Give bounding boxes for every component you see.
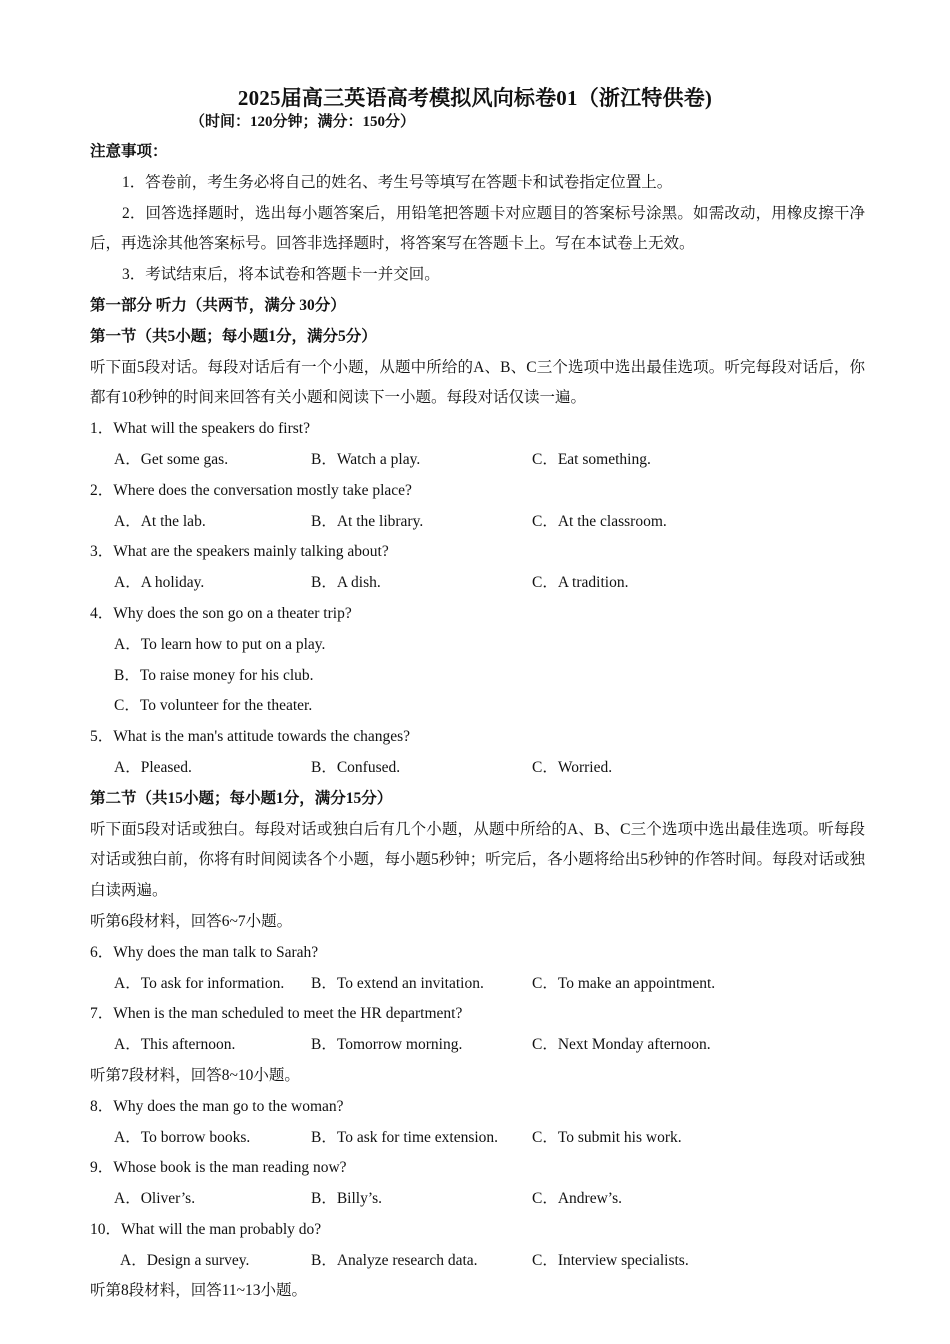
material-label: 听第7段材料，回答8~10小题。 [90, 1066, 300, 1084]
option-c: C．Next Monday afternoon. [532, 1036, 711, 1054]
question-options [90, 1030, 865, 1061]
note-item: 2．回答选择题时，选出每小题答案后，用铅笔把答题卡对应题目的答案标号涂黑。如需改动，用橡皮擦干净后，再选涂其他答案标号。回答非选择题时，将答案写在答题卡上。写在本试卷上无效。 [90, 204, 865, 253]
option-a: A．At the lab. [114, 512, 206, 530]
option-b: B．To extend an invitation. [311, 974, 484, 992]
section2-instructions: 听下面5段对话或独白。每段对话或独白后有几个小题，从题中所给的A、B、C三个选项中选出最佳选项。听每段对话或独白前，你将有时间阅读各个小题，每小题5秒钟；听完后，各小题将给出5秒钟的作答时间。每段对话或独白读两遍。 [90, 820, 866, 900]
option-b: B．To raise money for his club. [114, 666, 314, 684]
option-b: B．At the library. [311, 512, 424, 530]
section1-instructions: 听下面5段对话。每段对话后有一个小题，从题中所给的A、B、C三个选项中选出最佳选项。听完每段对话后，你都有10秒钟的时间来回答有关小题和阅读下一小题。每段对话仅读一遍。 [90, 358, 865, 407]
option-b: B．Watch a play. [311, 450, 421, 468]
question-option-row [90, 630, 865, 661]
question-stem: 6．Why does the man talk to Sarah? [90, 943, 319, 961]
note-item: 3．考试结束后，将本试卷和答题卡一并交回。 [122, 266, 440, 284]
question-stem: 2．Where does the conversation mostly take place? [90, 481, 412, 499]
option-a: A．Pleased. [114, 758, 192, 776]
note-item: 1．答卷前，考生务必将自己的姓名、考生号等填写在答题卡和试卷指定位置上。 [122, 173, 673, 191]
material-label: 听第8段材料，回答11~13小题。 [90, 1282, 308, 1300]
question-options [90, 1123, 865, 1154]
option-c: C．A tradition. [532, 574, 629, 592]
option-a: A．Design a survey. [120, 1251, 250, 1269]
question-options [90, 507, 865, 538]
question-stem: 5．What is the man's attitude towards the changes? [90, 728, 411, 746]
part1-heading: 第一部分 听力（共两节，满分 30分） [90, 296, 346, 314]
question-stem: 9．Whose book is the man reading now? [90, 1159, 347, 1177]
option-a: A．To learn how to put on a play. [114, 635, 326, 653]
question-options [90, 753, 865, 784]
option-b: B．Billy’s. [311, 1190, 383, 1208]
option-b: B．Analyze research data. [311, 1251, 478, 1269]
question-options [90, 445, 865, 476]
option-c: C．To make an appointment. [532, 974, 716, 992]
question-stem: 10．What will the man probably do? [90, 1220, 322, 1238]
option-a: A．Get some gas. [114, 450, 229, 468]
option-b: B．A dish. [311, 574, 381, 592]
option-a: A．Oliver’s. [114, 1190, 196, 1208]
option-b: B．Tomorrow morning. [311, 1036, 463, 1054]
question-stem: 3．What are the speakers mainly talking about? [90, 543, 389, 561]
question-stem: 1．What will the speakers do first? [90, 420, 310, 438]
option-a: A．This afternoon. [114, 1036, 236, 1054]
section1-heading: 第一节（共5小题；每小题1分，满分5分） [90, 327, 377, 345]
question-options [90, 1184, 865, 1215]
question-options [90, 1246, 865, 1277]
section2-heading: 第二节（共15小题；每小题1分，满分15分） [90, 789, 393, 807]
option-a: A．To ask for information. [114, 974, 285, 992]
exam-content [90, 137, 865, 1307]
option-c: C．To submit his work. [532, 1128, 682, 1146]
question-options [90, 969, 865, 1000]
option-a: A．A holiday. [114, 574, 205, 592]
exam-time-score: （时间：120分钟；满分：150分） [190, 114, 416, 130]
option-c: C．Andrew’s. [532, 1190, 622, 1208]
option-c: C．At the classroom. [532, 512, 667, 530]
question-option-row [90, 661, 865, 692]
question-options [90, 568, 865, 599]
question-stem: 8．Why does the man go to the woman? [90, 1097, 344, 1115]
notes-heading: 注意事项： [90, 143, 168, 160]
option-b: B．To ask for time extension. [311, 1128, 499, 1146]
question-stem: 4．Why does the son go on a theater trip? [90, 604, 352, 622]
material-label: 听第6段材料，回答6~7小题。 [90, 912, 293, 930]
option-c: C．Interview specialists. [532, 1251, 689, 1269]
option-c: C．Worried. [532, 758, 613, 776]
page-title: 2025届高三英语高考模拟风向标卷01（浙江特供卷) [237, 86, 713, 110]
option-b: B．Confused. [311, 758, 401, 776]
question-option-row [90, 691, 865, 722]
question-stem: 7．When is the man scheduled to meet the HR department? [90, 1005, 463, 1023]
option-c: C．Eat something. [532, 450, 651, 468]
option-a: A．To borrow books. [114, 1128, 251, 1146]
option-c: C．To volunteer for the theater. [114, 697, 313, 715]
